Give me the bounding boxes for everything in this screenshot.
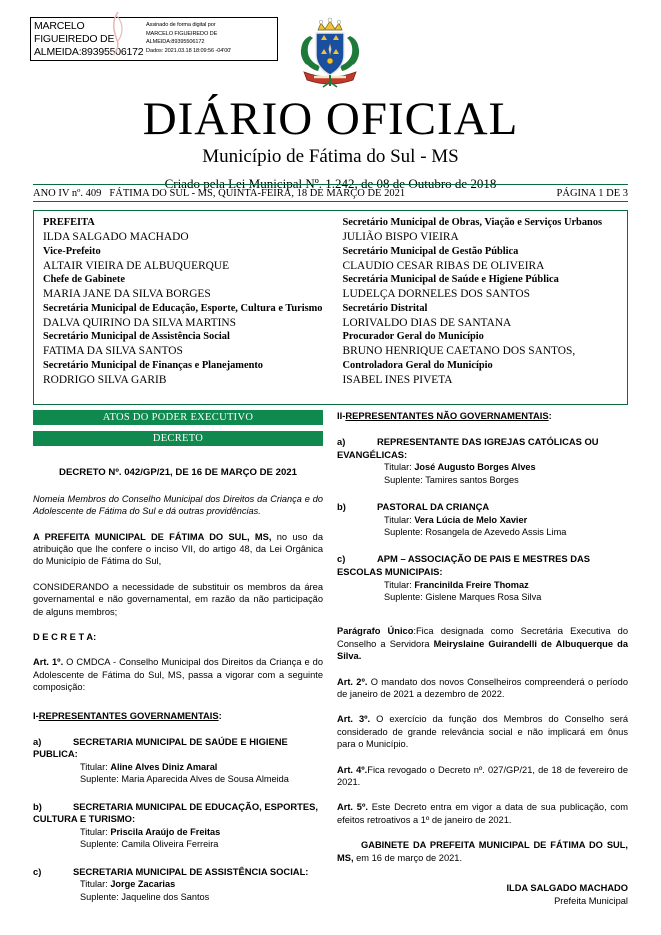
officials-column-right — [331, 211, 628, 404]
signer-title: Prefeita Municipal — [554, 895, 628, 906]
item-letter: a) — [33, 735, 42, 747]
official-name: CLAUDIO CESAR RIBAS DE OLIVEIRA — [342, 259, 545, 272]
masthead-subtitle: Município de Fátima do Sul - MS — [202, 146, 459, 167]
page-number-label: PÁGINA 1 DE 3 — [556, 187, 628, 199]
official-name: FATIMA DA SILVA SANTOS — [43, 345, 183, 357]
titular-label: Titular: — [80, 879, 108, 890]
titular-label: Titular: — [80, 761, 108, 772]
section-1-title: REPRESENTANTES GOVERNAMENTAIS — [38, 709, 219, 721]
item-suplente — [337, 526, 628, 538]
official-role: Procurador Geral do Município — [342, 331, 484, 342]
issue-place-date: FÁTIMA DO SUL - MS, QUINTA-FEIRA, 18 DE MARÇO DE 2021 — [109, 187, 406, 199]
signature-block — [337, 882, 628, 907]
item-organization: SECRETARIA MUNICIPAL DE EDUCAÇÃO, ESPORTES, CULTURA E TURISMO: — [33, 800, 318, 825]
item-suplente — [33, 838, 323, 850]
item-organization: SECRETARIA MUNICIPAL DE ASSISTÊNCIA SOCIAL: — [73, 865, 309, 877]
suplente-name: Maria Aparecida Alves de Sousa Almeida — [121, 774, 289, 785]
issue-year-number: ANO IV nº. 409 — [33, 187, 102, 199]
official-name: MARIA JANE DA SILVA BORGES — [43, 288, 211, 300]
decree-article-2 — [337, 676, 628, 701]
article-3-label: Art. 3º. — [337, 714, 371, 725]
official-name: JULIÃO BISPO VIEIRA — [342, 231, 459, 243]
titular-name: Jorge Zacarias — [110, 879, 176, 890]
page-title: DIÁRIO OFICIAL — [142, 93, 519, 145]
list-item — [337, 501, 628, 538]
article-1-text: O CMDCA - Conselho Municipal dos Direitos da Criança e do Adolescente de Fátima do Sul, MS, passa a vigorar com a seguinte composição: — [33, 657, 323, 693]
item-suplente — [33, 891, 323, 903]
suplente-label: Suplente: — [384, 474, 423, 485]
closing-office: GABINETE DA PREFEITA MUNICIPAL DE FÁTIMA DO SUL, MS, — [337, 840, 628, 863]
item-titular — [337, 461, 628, 473]
official-role: Chefe de Gabinete — [43, 274, 125, 285]
paragrafo-name: Meiryslaine Guirandelli de Albuquerque da Silva. — [337, 638, 628, 662]
coat-of-arms-icon — [296, 16, 364, 90]
article-5-label: Art. 5º. — [337, 802, 368, 813]
official-role: Secretário Municipal de Finanças e Planejamento — [43, 359, 264, 371]
suplente-label: Suplente: — [384, 527, 423, 537]
decree-article-1 — [33, 656, 323, 693]
decree-considerando: CONSIDERANDO a necessidade de substituir os membros da área governamental e não governamental, em razão da não participação de alguns membros; — [33, 581, 323, 617]
titular-name: José Augusto Borges Alves — [414, 462, 536, 473]
section-heading-non-governmental — [337, 410, 628, 421]
officials-box — [33, 210, 628, 405]
official-role: Secretário Municipal de Obras, Viação e Serviços Urbanos — [342, 217, 603, 228]
official-name: RODRIGO SILVA GARIB — [43, 373, 167, 386]
item-suplente — [337, 474, 628, 486]
list-item — [337, 553, 628, 603]
section-1-prefix: I- — [33, 709, 39, 721]
official-role: Secretária Municipal de Saúde e Higiene Pública — [342, 274, 559, 285]
section-2-suffix: : — [548, 410, 552, 421]
item-suplente — [337, 591, 628, 603]
item-titular — [337, 514, 628, 526]
signature-detail-line-3: ALMEIDA:89395506172 — [146, 39, 205, 46]
list-item — [33, 866, 323, 903]
signature-details — [143, 18, 277, 60]
suplente-name: Jaqueline dos Santos — [121, 891, 210, 902]
decree-summary: Nomeia Membros do Conselho Municipal dos Direitos da Criança e do Adolescente de Fátima do Sul e dá outras providências. — [33, 494, 323, 517]
titular-label: Titular: — [80, 826, 108, 837]
content-column-right — [337, 410, 628, 907]
titular-label: Titular: — [384, 579, 412, 590]
list-item — [33, 736, 323, 786]
article-2-text: O mandato dos novos Conselheiros compreenderá o período de janeiro de 2021 a dezembro de 2022. — [337, 676, 628, 700]
preamble-text: no uso da atribuição que lhe confere o inciso VII, do artigo 48, da Lei Orgânica do Município de Fátima do Sul, — [33, 531, 323, 567]
official-role: Secretário Municipal de Gestão Pública — [342, 245, 519, 257]
official-name: LORIVALDO DIAS DE SANTANA — [342, 316, 512, 329]
decree-article-4 — [337, 764, 628, 789]
section-bar-decree: DECRETO — [33, 431, 323, 446]
item-suplente — [33, 773, 323, 785]
article-1-label: Art. 1º. — [33, 657, 64, 668]
suplente-name: Gislene Marques Rosa Silva — [425, 592, 542, 602]
item-letter: c) — [33, 865, 42, 877]
item-titular — [33, 878, 323, 890]
suplente-label: Suplente: — [80, 774, 119, 785]
item-letter: c) — [337, 553, 346, 565]
titular-name: Francinilda Freire Thomaz — [414, 579, 529, 590]
item-titular — [33, 826, 323, 838]
decreta-text: D E C R E T A: — [33, 632, 97, 643]
issue-info-bar — [33, 184, 628, 202]
paragrafo-text: :Fica designada como Secretária Executiva do Conselho a Servidora — [337, 626, 628, 649]
content-column-left — [33, 410, 323, 903]
official-name: DALVA QUIRINO DA SILVA MARTINS — [43, 316, 236, 329]
paragrafo-label: Parágrafo Único — [337, 626, 414, 637]
decree-decreta-label — [33, 631, 323, 643]
article-4-text: Fica revogado o Decreto nº. 027/GP/21, de 18 de fevereiro de 2021. — [337, 764, 628, 788]
official-role: Vice-Prefeito — [43, 245, 101, 257]
suplente-name: Tamires santos Borges — [425, 474, 519, 485]
official-role: Secretário Municipal de Assistência Social — [43, 331, 230, 342]
signature-detail-line-1: Assinado de forma digital por — [146, 22, 216, 28]
decree-preamble — [33, 531, 323, 568]
item-organization: PASTORAL DA CRIANÇA — [377, 501, 490, 512]
signature-detail-line-2: MARCELO FIGUEIREDO DE — [146, 30, 218, 37]
item-letter: b) — [337, 501, 346, 512]
item-organization: REPRESENTANTE DAS IGREJAS CATÓLICAS OU EVANGÉLICAS: — [337, 436, 599, 460]
digital-signature-stamp — [30, 17, 278, 61]
item-organization: APM – ASSOCIAÇÃO DE PAIS E MESTRES DAS ESCOLAS MUNICIPAIS: — [337, 553, 591, 577]
signature-detail-line-4: Dados: 2021.03.18 18:09:56 -04'00' — [146, 47, 232, 54]
item-titular — [337, 579, 628, 591]
decree-closing-statement — [337, 839, 628, 864]
article-2-label: Art. 2º. — [337, 676, 368, 687]
issue-left-group — [33, 188, 405, 199]
masthead — [0, 94, 661, 193]
signature-subject-name: MARCELO FIGUEIREDO DE ALMEIDA:89395506172 — [34, 20, 144, 58]
official-role: PREFEITA — [43, 217, 95, 228]
decree-title: DECRETO Nº. 042/GP/21, DE 16 DE MARÇO DE 2021 — [59, 467, 297, 478]
item-organization: SECRETARIA MUNICIPAL DE SAÚDE E HIGIENE PUBLICA: — [33, 735, 288, 760]
official-role: Secretário Distrital — [342, 302, 428, 314]
official-name: ALTAIR VIEIRA DE ALBUQUERQUE — [43, 259, 230, 272]
official-name: BRUNO HENRIQUE CAETANO DOS SANTOS, — [342, 345, 576, 357]
list-item — [33, 801, 323, 851]
suplente-label: Suplente: — [80, 839, 119, 850]
official-name: ILDA SALGADO MACHADO — [43, 231, 189, 243]
masthead-law-line: Criado pela Lei Municipal Nº. 1.242, de 08 de Outubro de 2018 — [164, 176, 497, 191]
titular-name: Priscila Araújo de Freitas — [110, 826, 221, 837]
article-5-text: Este Decreto entra em vigor a data de sua publicação, com efeitos retroativos a 1º de janeiro de 2021. — [337, 802, 628, 825]
signer-name: ILDA SALGADO MACHADO — [506, 883, 628, 894]
suplente-name: Camila Oliveira Ferreira — [121, 839, 219, 850]
section-bar-executive-acts: ATOS DO PODER EXECUTIVO — [33, 410, 323, 425]
item-letter: a) — [337, 436, 346, 447]
section-2-title: REPRESENTANTES NÃO GOVERNAMENTAIS — [345, 410, 549, 421]
decree-paragrafo-unico — [337, 625, 628, 662]
article-3-text: O exercício da função dos Membros do Conselho será considerado de grande relevância social e não implicará em ônus para o Município. — [337, 714, 629, 750]
official-name: LUDELÇA DORNELES DOS SANTOS — [342, 288, 530, 300]
section-heading-governmental — [33, 710, 323, 721]
suplente-name: Rosangela de Azevedo Assis Lima — [425, 527, 567, 537]
section-2-prefix: II- — [337, 410, 346, 421]
official-name: ISABEL INES PIVETA — [342, 373, 453, 386]
section-1-suffix: : — [218, 709, 222, 721]
official-role: Controladora Geral do Município — [342, 359, 493, 371]
preamble-authority: A PREFEITA MUNICIPAL DE FÁTIMA DO SUL, MS, — [33, 531, 272, 542]
item-titular — [33, 761, 323, 773]
decree-article-3 — [337, 713, 628, 750]
suplente-label: Suplente: — [80, 891, 119, 902]
suplente-label: Suplente: — [384, 592, 423, 602]
item-letter: b) — [33, 800, 42, 812]
titular-label: Titular: — [384, 514, 412, 525]
titular-label: Titular: — [384, 462, 412, 473]
titular-name: Aline Alves Diniz Amaral — [110, 761, 218, 772]
official-role: Secretária Municipal de Educação, Esporte, Cultura e Turismo — [43, 302, 323, 314]
titular-name: Vera Lúcia de Melo Xavier — [414, 514, 528, 525]
decree-article-5 — [337, 801, 628, 826]
closing-date: em 16 de março de 2021. — [353, 852, 463, 863]
officials-column-left — [34, 211, 331, 404]
article-4-label: Art. 4º. — [337, 764, 368, 775]
list-item — [337, 436, 628, 486]
